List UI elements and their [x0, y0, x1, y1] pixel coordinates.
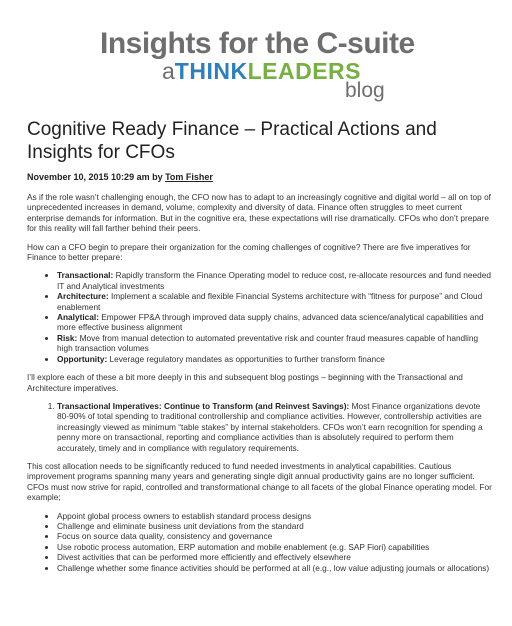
imperative-text: Empower FP&A through improved data supply chains, advanced data science/analytical capabilities and more effective business alignment — [57, 312, 484, 333]
list-item — [57, 333, 493, 354]
list-item: • Appoint global process owners to establish standard process designs — [57, 511, 493, 521]
list-item — [57, 354, 493, 364]
imperative-text: Rapidly transform the Finance Operating model to reduce cost, re-allocate resources and fund needed IT and Analytical investments — [57, 270, 491, 291]
article-title: Cognitive Ready Finance – Practical Actions and Insights for CFOs — [27, 119, 437, 163]
imperative-text: Implement a scalable and flexible Financial Systems architecture with “fitness for purpose” and Cloud enablement — [57, 291, 483, 312]
article-body — [27, 192, 493, 581]
list-item — [57, 270, 493, 291]
list-item: • Challenge and eliminate business unit deviations from the standard — [57, 521, 493, 531]
byline — [27, 172, 213, 182]
list-item — [57, 312, 493, 333]
author-link[interactable]: Tom Fisher — [165, 172, 213, 182]
post-date: November 10, 2015 10:29 am by — [27, 172, 166, 182]
masthead-think: THINK — [174, 58, 248, 84]
numbered-text: Most Finance organizations devote 80-90% of total spending to traditional controllership and compliance activities. However, controllership activities are increasingly viewed as minimum “table stakes” by internal stakeholders. CFOs won’t earn recognition for spending a penny more on transactional, reporting and compliance activities than is absolutely required to perform them accurately, timely and in compliance with regulatory requirements. — [57, 400, 483, 453]
masthead-logo[interactable] — [0, 28, 512, 103]
masthead-subtitle — [162, 58, 361, 84]
imperative-term: Architecture: — [57, 291, 109, 302]
masthead-a: a — [162, 58, 175, 84]
masthead-blog: blog — [345, 79, 385, 102]
question-paragraph: How can a CFO begin to prepare their organization for the coming challenges of cognitive? There are five imperatives for Finance to better prepare: — [27, 241, 471, 263]
intro-paragraph: As if the role wasn’t challenging enough, the CFO now has to adapt to an increasingly cognitive and digital world – all on top of unprecedented increases in demand, volume, complexity and diversity of data. Finance often struggles to meet current enterprise demands for information. But in the cognitive era, these expectations will rise dramatically. CFOs who don’t prepare for this reality will fall farther behind their peers. — [27, 192, 491, 234]
numbered-list — [27, 401, 493, 453]
list-item: • Focus on source data quality, consistency and governance — [57, 531, 493, 541]
list-item — [57, 401, 493, 453]
imperative-term: Transactional: — [57, 270, 114, 281]
masthead-leaders: LEADERS — [247, 58, 361, 84]
actions-list — [27, 511, 493, 573]
imperative-text: Move from manual detection to automated preventative risk and counter fraud measures capable of handling high transaction volumes — [57, 332, 479, 354]
imperative-text: Leverage regulatory mandates as opportunities to further transform finance — [107, 353, 385, 364]
imperative-term: Analytical: — [57, 312, 99, 323]
explore-paragraph: I’ll explore each of these a bit more deeply in this and subsequent blog postings – beginning with the Transactional and Architecture imperatives. — [27, 372, 463, 393]
masthead-title: Insights for the C-suite — [100, 27, 415, 60]
list-item: • Divest activities that can be performed more efficiently and effectively elsewhere — [57, 552, 493, 562]
list-item: • Challenge whether some finance activities should be performed at all (e.g., low value adjusting journals or allocations) — [57, 563, 493, 573]
list-item — [57, 291, 493, 312]
list-item: • Use robotic process automation, ERP automation and mobile enablement (e.g. SAP Fiori) capabilities — [57, 542, 493, 552]
cost-paragraph: This cost allocation needs to be significantly reduced to fund needed investments in analytical capabilities. Cautious improvement programs spanning many years and generating single digit annual productivity gains are no longer sufficient. CFOs must now strive for rapid, controlled and transformational change to all facets of the global Finance operating model. For example; — [27, 460, 492, 503]
imperative-term: Risk: — [57, 332, 78, 343]
imperative-term: Opportunity: — [57, 353, 108, 364]
numbered-term: Transactional Imperatives: Continue to Transform (and Reinvest Savings): — [57, 400, 350, 411]
imperatives-list — [27, 270, 493, 364]
